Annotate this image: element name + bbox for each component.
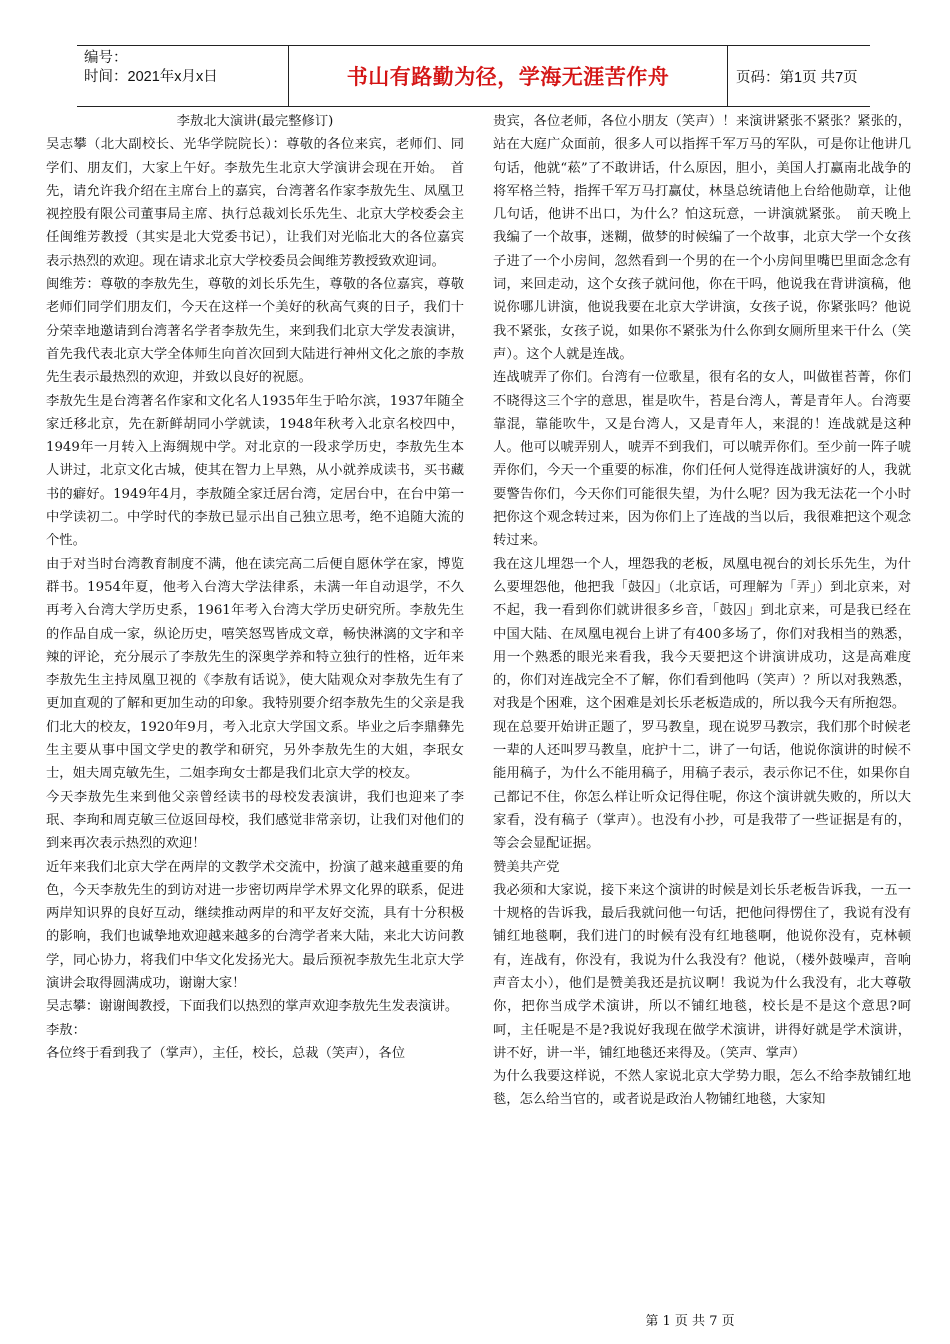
paragraph: 我必须和大家说，接下来这个演讲的时候是刘长乐老板告诉我，一五一十规格的告诉我，最后我就问他一句话，把他问得愣住了，我说有没有铺红地毯啊，我们进门的时候有没有红地毯啊，他说你没有，克林顿有，连战有，你没有，我说为什么我没有？他说，（楼外鼓噪声，音响声音太小），他们是赞美我还是抗议啊！我说为什么我没有，北大尊敬你，把你当成学术演讲，所以不铺红地毯，校长是不是这个意思?呵呵，主任呢是不是?我说好我现在做学术演讲，讲得好就是学术演讲，讲不好，讲一半，铺红地毯还来得及。（笑声、掌声） [493,882,911,1061]
section-heading: 赞美共产党 [493,859,560,875]
paragraph: 为什么我要这样说，不然人家说北京大学势力眼，怎么不给李敖铺红地毯，怎么给当官的，或者说是政治人物铺红地毯，大家知 [493,1069,911,1108]
paragraph: 吴志攀：谢谢闽教授，下面我们以热烈的掌声欢迎李敖先生发表演讲。 [46,999,459,1015]
paragraph: 由于对当时台湾教育制度不满，他在读完高二后便自愿休学在家，博览群书。1954年夏，他考入台湾大学法律系，未满一年自动退学，不久再考入台湾大学历史系，1961年考入台湾大学历史研究所。李敖先生的作品自成一家，纵论历史，嘻笑怒骂皆成文章，畅快淋漓的文字和辛辣的评论，充分展示了李敖先生的深奥学养和特立独行的性格，近年来李敖先生主持凤凰卫视的《李敖有话说》，使大陆观众对李敖先生有了更加直观的了解和更加生动的印象。我特别要介绍李敖先生的父亲是我们北大的校友，1920年9月，考入北京大学国文系。毕业之后李鼎彝先生主要从事中国文学史的教学和研究，另外李敖先生的大姐，李珉女士，姐夫周克敏先生，二姐李珣女士都是我们北京大学的校友。 [46,556,464,782]
header-motto: 书山有路勤为径，学海无涯苦作舟 [288,46,728,106]
paragraph: 连战唬弄了你们。台湾有一位歌星，很有名的女人，叫做崔苔菁，你们不晓得这三个字的意思，崔是吹牛，苔是台湾人，菁是青年人。台湾要靠混，靠能吹牛，又是台湾人，又是青年人，来混的！连战就是这种人。他可以唬弄别人，唬弄不到我们，可以唬弄你们。至少前一阵子唬弄你们，今天一个重要的标准，你们任何人觉得连战讲演好的人，我就要警告你们，今天你们可能很失望，为什么呢？因为我无法花一个小时把你这个观念转过来，因为你们上了连战的当以后，我很难把这个观念转过来。 [493,370,911,549]
paragraph: 贵宾，各位老师，各位小朋友（笑声）！来演讲紧张不紧张？紧张的，站在大庭广众面前，很多人可以指挥千军万马的军队，可是你让他讲几句话，他就“菘”了不敢讲话，什么原因，胆小，美国人打赢南北战争的将军格兰特，指挥千军万马打赢仗，林垦总统请他上台给他勋章，让他几句话，他讲不出口，为什么？怕这玩意，一讲演就紧张。 前天晚上我编了一个故事，迷糊，做梦的时候编了一个故事，北京大学一个女孩子进了一个小房间，忽然看到一个男的在一个小房间里嘴巴里面念念有词，来回走动，这个女孩子就问他，你在干吗，他说我在背讲演稿，他说你哪儿讲演，他说我要在北京大学讲演，女孩子说，你紧张吗？他说我不紧张，女孩子说，如果你不紧张为什么你到女厕所里来干什么（笑声）。这个人就是连战。 [493,114,911,362]
paragraph: 今天李敖先生来到他父亲曾经读书的母校发表演讲，我们也迎来了李珉、李珣和周克敏三位返回母校，我们感觉非常亲切，让我们对他们的到来再次表示热烈的欢迎！ [46,789,464,852]
document-time-label: 时间：2021年x月x日 [84,69,218,85]
right-column [493,110,911,1112]
paragraph: 现在总要开始讲正题了，罗马教皇，现在说罗马教宗，我们那个时候老一辈的人还叫罗马教皇，庇护十二，讲了一句话，他说你演讲的时候不能用稿子，为什么不能用稿子，用稿子表示，表示你记不住，如果你自己都记不住，你怎么样让听众记得住呢，你这个演讲就失败的，所以大家看，没有稿子（掌声）。也没有小抄，可是我带了一些证据是有的，等会会显配证据。 [493,719,911,852]
paragraph: 各位终于看到我了（掌声），主任，校长，总裁（笑声），各位 [46,1045,406,1061]
page-footer: 第 1 页 共 7 页 [645,1314,735,1329]
document-number-label: 编号： [84,50,128,66]
paragraph: 我在这儿埋怨一个人，埋怨我的老板，凤凰电视台的刘长乐先生，为什么要埋怨他，他把我「鼓囚」（北京话，可理解为「弄」）到北京来，对不起，我一看到你们就讲很多乡音，「鼓囚」到北京来，可是我已经在中国大陆、在凤凰电视台上讲了有400多场了，你们对我相当的熟悉，用一个熟悉的眼光来看我，我今天要把这个讲演讲成功，这是高难度的，你们对连战完全不了解，你们看到他吗（笑声）？所以对我熟悉，对我是个困难，这个困难是刘长乐老板造成的，所以我今天有所抱怨。 [493,556,911,712]
paragraph: 李敖先生是台湾著名作家和文化名人1935年生于哈尔滨，1937年随全家迁移北京，先在新鲜胡同小学就读，1948年秋考入北京名校四中，1949年一月转入上海绸规中学。对北京的一段求学历史，李敖先生本人讲过，北京文化古城，使其在智力上早熟，从小就养成读书，买书藏书的癖好。1949年4月，李敖随全家迁居台湾，定居台中，在台中第一中学读初二。中学时代的李敖已显示出自己独立思考，绝不追随大流的个性。 [46,393,464,549]
paragraph: 吴志攀（北大副校长、光华学院院长）：尊敬的各位来宾，老师们、同学们、朋友们，大家上午好。李敖先生北京大学演讲会现在开始。 首先，请允许我介绍在主席台上的嘉宾，台湾著名作家李敖先生、凤凰卫视控股有限公司董事局主席、执行总裁刘长乐先生、北京大学校委会主任闽维芳教授（其实是北大党委书记），让我们对光临北大的各位嘉宾表示热烈的欢迎。现在请求北京大学校委员会闽维芳教授致欢迎词。 [46,137,464,269]
paragraph: 近年来我们北京大学在两岸的文教学术交流中，扮演了越来越重要的角色，今天李敖先生的到访对进一步密切两岸学术界文化界的联系，促进两岸知识界的良好互动，继续推动两岸的和平友好交流，具有十分积极的影响，我们也诚挚地欢迎越来越多的台湾学者来大陆，来北大访问教学，同心协力，将我们中华文化发扬光大。最后预祝李敖先生北京大学演讲会取得圆满成功，谢谢大家！ [46,859,464,991]
page-header [77,45,870,107]
header-meta [84,49,284,87]
paragraph: 闽维芳：尊敬的李敖先生，尊敬的刘长乐先生，尊敬的各位嘉宾，尊敬老师们同学们朋友们，今天在这样一个美好的秋高气爽的日子，我们十分荣幸地邀请到台湾著名学者李敖先生，来到我们北京大学发表演讲，首先我代表北京大学全体师生向首次回到大陆进行神州文化之旅的李敖先生表示最热烈的欢迎，并致以良好的祝愿。 [46,277,464,386]
left-column [46,110,464,1065]
header-page-info: 页码：第1页 共7页 [736,69,858,86]
speaker-label: 李敖： [46,1022,86,1038]
document-title: 李敖北大演讲(最完整修订) [176,114,334,129]
